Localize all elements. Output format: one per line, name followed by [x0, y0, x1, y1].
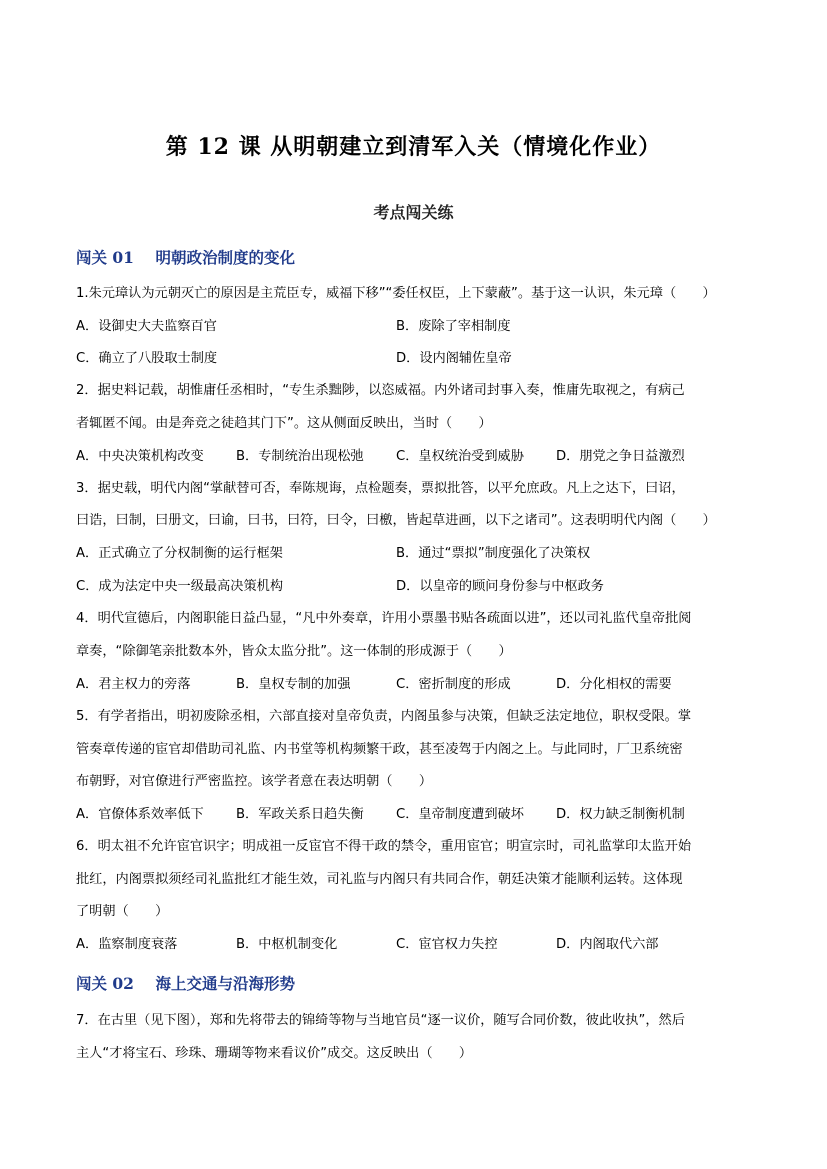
question-2-option-d: D．朋党之争日益激烈 [556, 449, 685, 464]
question-1-stem: 1.朱元璋认为元朝灭亡的原因是主荒臣专，威福下移”“委任权臣，上下蒙蔽”。基于这一认识，朱元璋（ ） [76, 286, 716, 301]
section-heading-1: 闯关 01 明朝政治制度的变化 [76, 248, 296, 267]
question-6-option-c: C．宦官权力失控 [396, 937, 498, 952]
question-5-stem-line-2: 管奏章传递的宦官却借助司礼监、内书堂等机构频繁干政，甚至凌驾于内阁之上。与此同时，厂卫系统密 [76, 742, 683, 757]
question-3-option-a: A．正式确立了分权制衡的运行框架 [76, 546, 283, 561]
question-4-option-c: C．密折制度的形成 [396, 677, 511, 692]
question-2-option-a: A．中央决策机构改变 [76, 449, 204, 464]
question-2-stem-line-1: 2．据史料记载，胡惟庸任丞相时，“专生杀黜陟，以恣威福。内外诸司封事入奏，惟庸先取视之，有病己 [76, 383, 685, 398]
section-badge [359, 198, 467, 223]
question-5-stem-line-1: 5．有学者指出，明初废除丞相，六部直接对皇帝负责，内阁虽参与决策，但缺乏法定地位，职权受限。掌 [76, 709, 692, 724]
question-4-option-d: D．分化相权的需要 [556, 677, 672, 692]
question-4-option-b: B．皇权专制的加强 [236, 677, 351, 692]
question-6-option-a: A．监察制度衰落 [76, 937, 178, 952]
section-badge-wrap [0, 198, 827, 223]
question-5-option-b: B．军政关系日趋失衡 [236, 807, 364, 822]
question-3-stem-line-2: 曰诰，曰制，曰册文，曰谕，曰书，曰符，曰令，曰檄，皆起草进画，以下之诸司”。这表明明代内阁（ ） [76, 513, 716, 528]
question-7-stem-line-1: 7．在古里（见下图），郑和先将带去的锦绮等物与当地官员“逐一议价，随写合同价数，彼此收执”，然后 [76, 1013, 685, 1028]
question-4-stem-line-2: 章奏，“除御笔亲批数本外，皆众太监分批”。这一体制的形成源于（ ） [76, 644, 512, 659]
question-2-option-b: B．专制统治出现松弛 [236, 449, 364, 464]
badge-label: 考点闯关练 [373, 203, 454, 222]
question-7-stem-line-2: 主人“才将宝石、珍珠、珊瑚等物来看议价”成交。这反映出（ ） [76, 1046, 473, 1061]
question-1-option-b: B．废除了宰相制度 [396, 319, 511, 334]
question-5-option-c: C．皇帝制度遭到破坏 [396, 807, 524, 822]
question-4-stem-line-1: 4．明代宣德后，内阁职能日益凸显，“凡中外奏章，许用小票墨书贴各疏面以进”，还以司礼监代皇帝批阅 [76, 611, 692, 626]
section-heading-2: 闯关 02 海上交通与沿海形势 [76, 974, 296, 993]
question-5-stem-line-3: 布朝野，对官僚进行严密监控。该学者意在表达明朝（ ） [76, 774, 433, 789]
question-3-stem-line-1: 3．据史载，明代内阁“掌献替可否，奉陈规诲，点检题奏，票拟批答，以平允庶政。凡上之达下，曰诏， [76, 481, 685, 496]
question-2-stem-line-2: 者辄匿不闻。由是奔竞之徒趋其门下”。这从侧面反映出，当时（ ） [76, 416, 492, 431]
question-6-option-d: D．内阁取代六部 [556, 937, 659, 952]
question-3-option-b: B．通过“票拟”制度强化了决策权 [396, 546, 591, 561]
question-6-stem-line-2: 批红，内阁票拟须经司礼监批红才能生效，司礼监与内阁只有共同合作，朝廷决策才能顺利运转。这体现 [76, 872, 683, 887]
question-1-option-d: D．设内阁辅佐皇帝 [396, 351, 512, 366]
page-title: 第 12 课 从明朝建立到清军入关（情境化作业） [165, 134, 662, 160]
question-4-option-a: A．君主权力的旁落 [76, 677, 191, 692]
question-1-option-c: C．确立了八股取士制度 [76, 351, 218, 366]
question-3-option-c: C．成为法定中央一级最高决策机构 [76, 579, 284, 594]
question-3-option-d: D．以皇帝的顾问身份参与中枢政务 [396, 579, 604, 594]
question-2-option-c: C．皇权统治受到威胁 [396, 449, 524, 464]
question-5-option-a: A．官僚体系效率低下 [76, 807, 204, 822]
question-6-stem-line-3: 了明朝（ ） [76, 904, 169, 919]
question-5-option-d: D．权力缺乏制衡机制 [556, 807, 685, 822]
question-1-option-a: A．设御史大夫监察百官 [76, 319, 217, 334]
question-6-option-b: B．中枢机制变化 [236, 937, 338, 952]
question-6-stem-line-1: 6．明太祖不允许宦官识字；明成祖一反宦官不得干政的禁令，重用宦官；明宣宗时，司礼监掌印太监开始 [76, 839, 692, 854]
